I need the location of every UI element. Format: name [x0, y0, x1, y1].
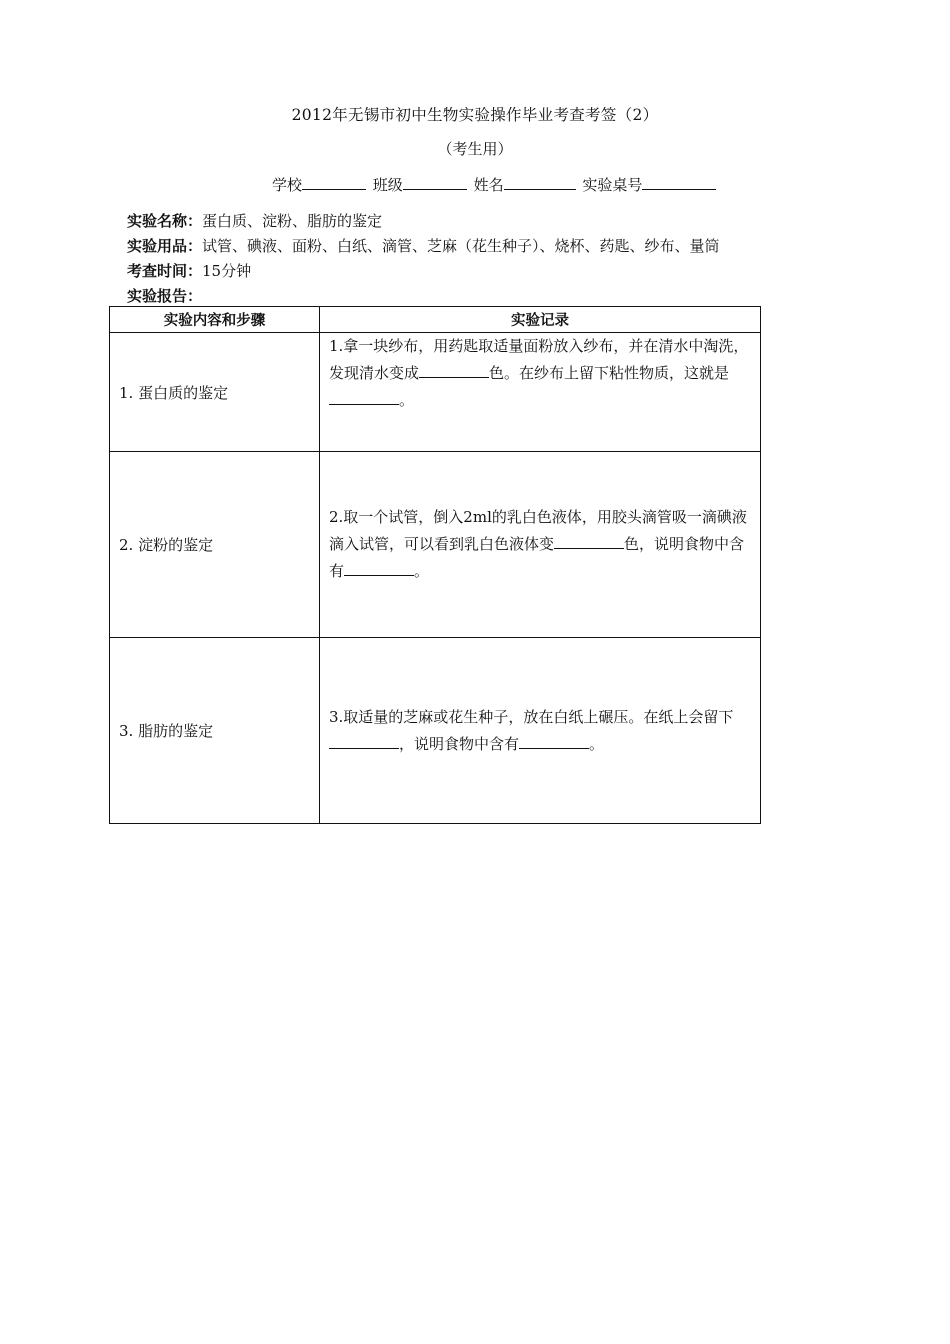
school-blank — [302, 175, 366, 190]
record-text: 3.取适量的芝麻或花生种子，放在白纸上碾压。在纸上会留下 — [329, 707, 734, 726]
name-label: 姓名 — [473, 176, 504, 194]
row-step-fat: 3. 脂肪的鉴定 — [110, 638, 320, 824]
answer-blank — [329, 390, 399, 405]
experiment-name-line — [127, 210, 382, 231]
record-text: 2.取一个试管，倒入2ml的乳白色液体，用胶头滴管吸一滴碘液滴入试管，可以看到乳白色液体变 — [329, 508, 747, 553]
experiment-materials-value: 试管、碘液、面粉、白纸、滴管、芝麻（花生种子）、烧杯、药匙、纱布、量筒 — [202, 237, 720, 255]
record-text: 色，说明食物中含有 — [329, 535, 745, 580]
record-text: 。 — [399, 391, 415, 409]
exam-time-value: 15分钟 — [202, 262, 252, 280]
row-step-starch: 2. 淀粉的鉴定 — [110, 452, 320, 638]
table-row — [110, 452, 761, 638]
exam-time-label: 考查时间： — [127, 262, 203, 280]
exam-time-line — [127, 260, 251, 281]
answer-blank — [329, 734, 399, 749]
name-blank — [504, 175, 576, 190]
experiment-name-value: 蛋白质、淀粉、脂肪的鉴定 — [202, 212, 383, 230]
report-table — [109, 306, 761, 824]
student-info-fields — [272, 174, 718, 195]
answer-blank — [519, 734, 589, 749]
desk-number-blank — [642, 175, 716, 190]
record-text: ，说明食物中含有 — [399, 734, 520, 753]
experiment-materials-label: 实验用品： — [127, 237, 203, 255]
answer-blank — [554, 534, 624, 549]
table-row — [110, 333, 761, 452]
answer-blank — [344, 561, 414, 576]
document-title: 2012年无锡市初中生物实验操作毕业考查考签（2） — [291, 106, 659, 124]
answer-blank — [419, 363, 489, 378]
row-record-starch — [320, 452, 761, 638]
row-record-protein — [320, 333, 761, 452]
record-text: 色。在纱布上留下粘性物质，这就是 — [489, 364, 730, 382]
school-label: 学校 — [272, 176, 303, 194]
table-header-row — [110, 307, 761, 333]
desk-number-label: 实验桌号 — [582, 176, 643, 194]
class-blank — [403, 175, 467, 190]
record-text: 。 — [414, 562, 430, 580]
column-header-steps: 实验内容和步骤 — [110, 307, 320, 333]
record-text: 。 — [589, 734, 605, 753]
document-subtitle: （考生用） — [437, 140, 513, 158]
record-text: 1.拿一块纱布，用药匙取适量面粉放入纱布，并在清水中淘洗，发现清水变成 — [329, 337, 749, 382]
experiment-name-label: 实验名称： — [127, 212, 203, 230]
report-label: 实验报告： — [127, 287, 203, 305]
class-label: 班级 — [372, 176, 403, 194]
report-heading-line — [127, 285, 202, 306]
row-record-fat — [320, 638, 761, 824]
column-header-records: 实验记录 — [320, 307, 761, 333]
row-step-protein: 1. 蛋白质的鉴定 — [110, 333, 320, 452]
table-row — [110, 638, 761, 824]
experiment-materials-line — [127, 235, 720, 256]
